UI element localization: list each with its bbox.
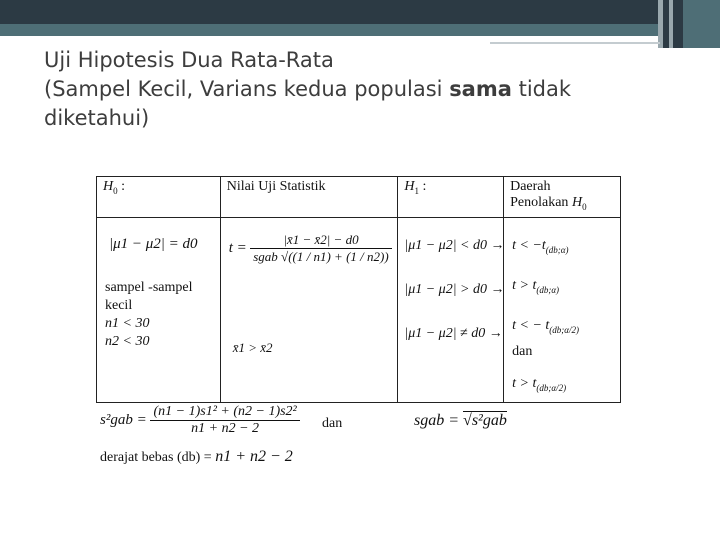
pooled-sd-formula: [414, 412, 507, 430]
hypothesis-table: [96, 176, 621, 403]
formula-dan: dan: [322, 416, 343, 431]
slide-header-bar: [0, 0, 720, 24]
mean-condition: x̄1 > x̄2: [232, 340, 273, 355]
header-h0: $H_0$ :: [97, 177, 221, 218]
title-line-2-post: tidak: [511, 77, 572, 101]
h0-cell: [97, 218, 221, 403]
slide-header-accent: [658, 0, 720, 48]
header-h1: $H_1$ :: [398, 177, 504, 218]
region-left-tail: $t < -t_{(db;\alpha)}$: [512, 238, 569, 255]
region-two-tail-upper: $t > t_{(db;\alpha/2)}$: [512, 376, 567, 393]
sgab-rhs: √s²gab: [463, 412, 507, 429]
table-body-row: [97, 218, 621, 403]
t-fraction: [250, 232, 391, 265]
n2-condition: n2 < 30: [105, 334, 150, 349]
region-cell: [504, 218, 621, 403]
statistic-cell: [220, 218, 398, 403]
s2-denominator: n1 + n2 − 2: [191, 421, 260, 436]
s2-lhs: s²gab =: [100, 412, 147, 428]
h0-hypothesis: |μ1 − μ2| = d0: [109, 236, 198, 252]
slide-title: [44, 46, 694, 133]
t-denominator: sgab √((1 / n1) + (1 / n2)): [253, 249, 389, 264]
title-line-1: Uji Hipotesis Dua Rata-Rata: [44, 48, 334, 72]
header-rejection-region: Daerah Penolakan $H_0$: [504, 177, 621, 218]
t-lhs: t =: [228, 240, 247, 256]
header-test-statistic: Nilai Uji Statistik: [220, 177, 398, 218]
slide-header-rule: [490, 42, 660, 44]
t-statistic-formula: [229, 232, 392, 265]
degrees-of-freedom: [100, 448, 293, 466]
title-line-2-bold: sama: [449, 77, 512, 101]
h1-alt-greater: |μ1 − μ2| > d0 →: [404, 282, 505, 297]
region-right-tail: $t > t_{(db;\alpha)}$: [512, 278, 560, 295]
h1-alt-not-equal: |μ1 − μ2| ≠ d0 →: [404, 326, 503, 341]
df-value: n1 + n2 − 2: [215, 448, 293, 465]
df-label: derajat bebas (db) =: [100, 450, 216, 465]
region-two-tail-lower: t < − $t_{(db;\alpha/2)}$: [512, 318, 580, 335]
table-header-row: [97, 177, 621, 218]
sample-line-2: kecil: [105, 298, 133, 313]
slide-header-stripe: [0, 24, 660, 36]
sample-line-1: sampel -sampel: [105, 280, 193, 295]
title-line-3: diketahui): [44, 106, 150, 130]
n1-condition: n1 < 30: [105, 316, 150, 331]
h1-alt-less: |μ1 − μ2| < d0 →: [404, 238, 505, 253]
sgab-lhs: sgab =: [414, 412, 460, 429]
pooled-variance-formula: [100, 404, 300, 437]
h1-cell: [398, 218, 504, 403]
region-dan: dan: [512, 344, 533, 359]
title-line-2-pre: (Sampel Kecil, Varians kedua populasi: [44, 77, 450, 101]
s2-numerator: (n1 − 1)s1² + (n2 − 1)s2²: [150, 404, 299, 421]
t-numerator: |x̄1 − x̄2| − d0: [250, 232, 391, 249]
